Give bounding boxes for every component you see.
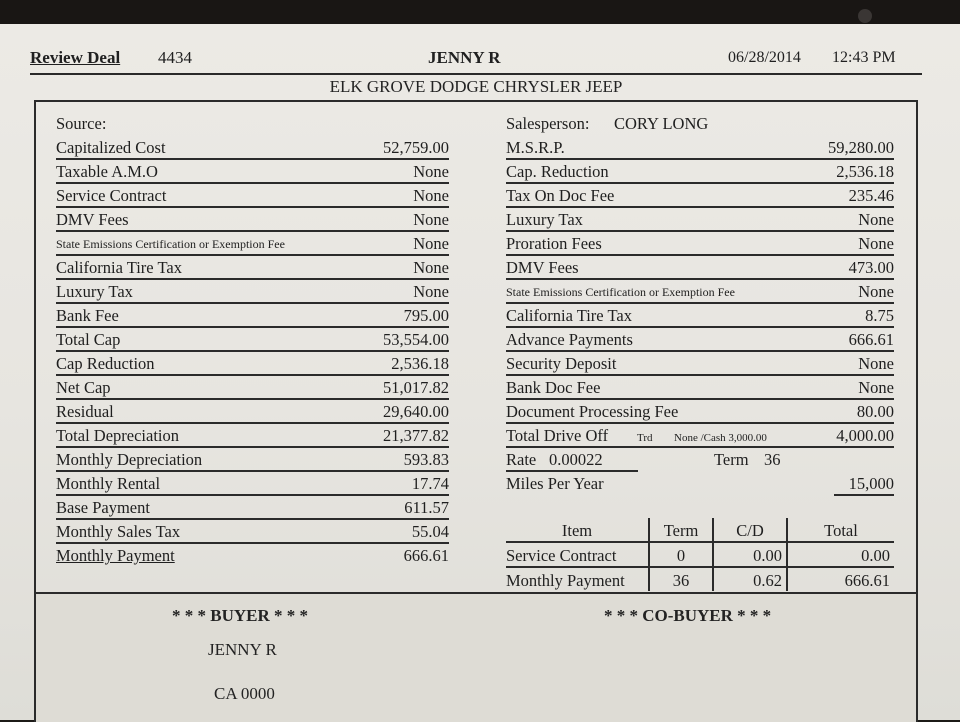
row-label: DMV Fees [56,210,129,229]
deal-date: 06/28/2014 [728,49,801,66]
row-value: 666.61 [848,330,894,349]
deal-title: Review Deal [30,48,121,67]
cell-item: Service Contract [506,542,649,567]
row-value: 611.57 [404,498,449,517]
source-label: Source: [56,114,107,133]
row-value: 53,554.00 [383,330,449,349]
row-label: Service Contract [56,186,167,205]
col-header-item: Item [506,518,649,542]
deal-number: 4434 [158,48,192,67]
ledger-row [56,448,449,472]
term-value: 36 [764,450,781,469]
buyer-section [34,592,918,722]
ledger-row [56,520,449,544]
row-value: 473.00 [848,258,894,277]
row-value: 795.00 [403,306,449,325]
ledger-row [506,160,894,184]
row-label: Total Cap [56,330,121,349]
row-label: Document Processing Fee [506,402,679,421]
row-label: Tax On Doc Fee [506,186,615,205]
drive-off-row [506,424,894,448]
table-row [506,567,894,591]
cell-term: 36 [649,567,713,591]
ledger-row [56,208,449,232]
miles-label: Miles Per Year [506,474,604,493]
row-label: Net Cap [56,378,111,397]
page-header [30,48,922,70]
row-label: M.S.R.P. [506,138,565,157]
cell-item: Monthly Payment [506,571,625,590]
row-value: 8.75 [865,306,894,325]
row-value: None [413,210,449,229]
table-row [506,542,894,567]
camera-dot [858,9,872,23]
cell-term: 0 [649,542,713,567]
dealer-name: ELK GROVE DODGE CHRYSLER JEEP [329,77,623,96]
ledger-row [506,208,894,232]
ledger-row [56,472,449,496]
row-value: 593.83 [403,450,449,469]
ledger-row [506,400,894,424]
row-label: Monthly Rental [56,474,161,493]
ledger-row [506,232,894,256]
row-label: Security Deposit [506,354,617,373]
col-header-total: Total [787,518,894,542]
row-value: 52,759.00 [383,138,449,157]
salesperson-label: Salesperson: [506,114,590,133]
row-value: None [413,282,449,301]
drive-off-label: Total Drive Off [506,426,609,445]
ledger-row [506,376,894,400]
row-label: Monthly Sales Tax [56,522,181,541]
row-value: None [858,354,894,373]
ledger-row [56,376,449,400]
cell-cd: 0.62 [713,567,787,591]
service-payment-table [506,518,894,591]
ledger-row [56,136,449,160]
ledger-row [506,304,894,328]
row-label: Capitalized Cost [56,138,166,157]
monthly-payment-row [56,544,449,568]
salesperson-name: CORY LONG [614,114,709,133]
row-label: Cap. Reduction [506,162,609,181]
row-label: Luxury Tax [506,210,583,229]
row-value: 21,377.82 [383,426,449,445]
row-value: 17.74 [411,474,449,493]
row-value: 2,536.18 [391,354,449,373]
cell-total: 0.00 [787,542,894,567]
ledger-row [56,304,449,328]
ledger-row [56,256,449,280]
left-column [56,102,449,568]
row-value: None [858,234,894,253]
rate-label: Rate [506,450,537,469]
ledger-row [56,280,449,304]
row-label: State Emissions Certification or Exemption Fee [506,285,735,299]
cell-cd: 0.00 [713,542,787,567]
row-value: 51,017.82 [383,378,449,397]
drive-off-trade-cash: None /Cash 3,000.00 [674,432,767,444]
row-value: 59,280.00 [828,138,894,157]
row-value: None [413,162,449,181]
table-header-row [506,518,894,542]
row-label: Cap Reduction [56,354,155,373]
ledger-row [56,328,449,352]
row-label: Advance Payments [506,330,633,349]
miles-value: 15,000 [848,474,894,493]
row-label: Proration Fees [506,234,602,253]
ledger-row [506,136,894,160]
term-label: Term [714,450,749,469]
col-header-term: Term [649,518,713,542]
ledger-row [56,400,449,424]
drive-off-trade-label: Trd [637,432,653,444]
ledger-row [506,184,894,208]
row-label: DMV Fees [506,258,579,277]
row-label: California Tire Tax [506,306,632,325]
ledger-row [56,352,449,376]
row-value: 666.61 [403,546,449,565]
ledger-row [56,160,449,184]
row-value: 29,640.00 [383,402,449,421]
right-column [506,102,894,590]
rate-term-row [506,448,894,472]
row-label: Residual [56,402,114,421]
source-row [56,102,449,136]
row-label: Taxable A.M.O [56,162,158,181]
drive-off-value: 4,000.00 [836,426,894,445]
ledger-row [56,184,449,208]
row-value: None [858,378,894,397]
ledger-row [56,424,449,448]
row-label: Monthly Depreciation [56,450,203,469]
row-value: 2,536.18 [836,162,894,181]
row-value: 55.04 [411,522,449,541]
row-label: Base Payment [56,498,150,517]
rate-value: 0.00022 [549,450,603,469]
col-header-cd: C/D [713,518,787,542]
ledger-row [506,352,894,376]
ledger-row [56,232,449,256]
buyer-name: JENNY R [208,640,277,659]
cell-total: 666.61 [787,567,894,591]
ledger-row [506,280,894,304]
salesperson-row [506,102,894,136]
row-label: Bank Doc Fee [506,378,601,397]
ledger-row [506,328,894,352]
row-value: None [858,210,894,229]
customer-name: JENNY R [428,48,501,67]
row-label: Bank Fee [56,306,119,325]
ledger-row [506,256,894,280]
row-label: Luxury Tax [56,282,133,301]
cobuyer-heading: * * * CO-BUYER * * * [604,606,772,625]
row-value: None [413,234,449,253]
row-label: Monthly Payment [56,546,175,565]
row-value: 235.46 [848,186,894,205]
buyer-heading: * * * BUYER * * * [172,606,309,625]
row-value: 80.00 [856,402,894,421]
header-divider [30,73,922,75]
buyer-state-zip: CA 0000 [214,684,275,703]
row-value: None [413,186,449,205]
row-value: None [858,282,894,301]
row-value: None [413,258,449,277]
ledger-row [56,496,449,520]
miles-row [506,472,894,496]
row-label: State Emissions Certification or Exemption Fee [56,237,285,251]
deal-time: 12:43 PM [832,49,896,66]
deal-summary-box [34,100,918,594]
row-label: Total Depreciation [56,426,180,445]
row-label: California Tire Tax [56,258,182,277]
